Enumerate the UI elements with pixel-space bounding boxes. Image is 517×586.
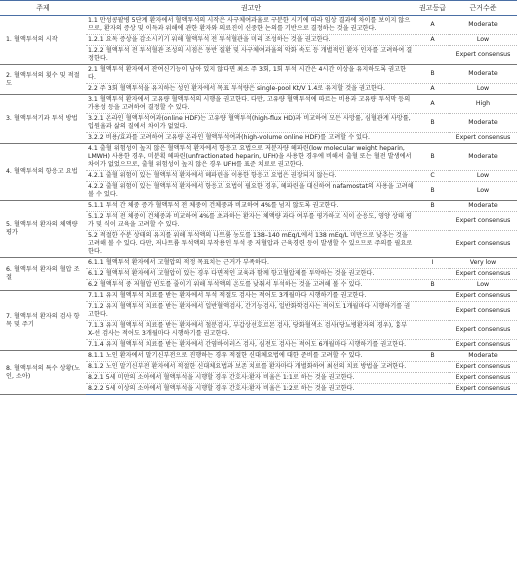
evidence-level-cell: Moderate bbox=[449, 65, 517, 84]
grade-cell: C bbox=[416, 171, 449, 182]
recommendation-cell: 5.1.1 투석 간 체중 증가 혈액투석 전 체중이 건체중과 비교하여 4%를 넘지 않도록 권고한다. bbox=[86, 201, 416, 212]
topic-cell: 7. 혈액투석 환자의 검사 항목 및 주기 bbox=[0, 291, 86, 351]
recommendation-cell: 1.2.2 혈액투석 전 투석혈관 조성의 시점은 동반 질환 및 사구체여과율의 악화 속도 등 개별적인 환자 인자를 고려하여 결정한다. bbox=[86, 46, 416, 65]
table-body bbox=[0, 16, 517, 395]
recommendation-cell: 8.1.2 노인 말기신부전 환자에서 적절한 신대체요법과 보존 치료를 환자마다 개별화하여 최선의 치료 방법을 고려한다. bbox=[86, 362, 416, 373]
recommendation-cell: 1.1 만성콩팥병 5단계 환자에서 혈액투석의 시작은 사구체여과율로 구분한 시기에 따라 임상 결과에 차이를 보이지 않으므로, 환자의 증상 및 이득과 위해에 관한 환자와 의료진이 신중한 논의를 기반으로 결정하는 것을 권고한다. bbox=[86, 16, 416, 35]
topic-cell: 8. 혈액투석의 특수 상황(노인, 소아) bbox=[0, 351, 86, 395]
grade-cell bbox=[416, 362, 449, 373]
recommendation-cell: 6.1.1 혈액투석 환자에서 고혈압의 적정 목표치는 근거가 부족하다. bbox=[86, 258, 416, 269]
evidence-level-cell: Moderate bbox=[449, 351, 517, 362]
evidence-level-cell: Low bbox=[449, 35, 517, 46]
grade-cell: B bbox=[416, 182, 449, 201]
grade-cell bbox=[416, 384, 449, 395]
header-grade: 권고등급 bbox=[416, 1, 449, 16]
evidence-level-cell: Expert consensus bbox=[449, 340, 517, 351]
grade-cell: A bbox=[416, 84, 449, 95]
recommendation-cell: 2.2 주 3회 혈액투석을 유지하는 성인 환자에서 목표 투석량은 single-pool Kt/V 1.4로 유지할 것을 권고한다. bbox=[86, 84, 416, 95]
recommendation-cell: 7.1.1 유지 혈액투석 치료를 받는 환자에서 투석 적절도 검사는 적어도 3개월마다 시행하기를 권고한다. bbox=[86, 291, 416, 302]
grade-cell bbox=[416, 340, 449, 351]
header-level: 근거수준 bbox=[449, 1, 517, 16]
grade-cell: A bbox=[416, 35, 449, 46]
table-header bbox=[0, 1, 517, 16]
table-row bbox=[0, 291, 517, 302]
recommendation-cell: 6.2 혈액투석 중 저혈압 빈도를 줄이기 위해 투석액의 온도를 낮춰서 투석하는 것을 고려해 볼 수 있다. bbox=[86, 280, 416, 291]
grade-cell: B bbox=[416, 351, 449, 362]
recommendation-cell: 8.1.1 노인 환자에서 말기신부전으로 진행하는 경우 적절한 신대체요법에 대한 준비를 고려할 수 있다. bbox=[86, 351, 416, 362]
grade-cell: B bbox=[416, 114, 449, 133]
evidence-level-cell: Expert consensus bbox=[449, 291, 517, 302]
recommendation-cell: 7.1.3 유지 혈액투석 치료를 받는 환자에서 철분검사, 부갑상선호르몬 검사, 당화혈색소 검사(당뇨병환자의 경우), 흉부 X-선 검사는 적어도 3개월마다 시행하기를 권고한다. bbox=[86, 321, 416, 340]
recommendation-cell: 3.2.2 비용/효과를 고려하여 고유량 온라인 혈액투석여과(high-volume online HDF)를 고려할 수 있다. bbox=[86, 133, 416, 144]
grade-cell: A bbox=[416, 95, 449, 114]
grade-cell bbox=[416, 46, 449, 65]
evidence-level-cell: Expert consensus bbox=[449, 384, 517, 395]
evidence-level-cell: Expert consensus bbox=[449, 362, 517, 373]
grade-cell: B bbox=[416, 144, 449, 171]
header-recommendation: 권고안 bbox=[86, 1, 416, 16]
evidence-level-cell: Low bbox=[449, 84, 517, 95]
evidence-level-cell: Expert consensus bbox=[449, 133, 517, 144]
grade-cell bbox=[416, 133, 449, 144]
recommendation-cell: 2.1 혈액투석 환자에서 잔여신기능이 남아 있지 않다면 최소 주 3회, 1회 투석 시간은 4시간 이상을 유지하도록 권고한다. bbox=[86, 65, 416, 84]
evidence-level-cell: Low bbox=[449, 280, 517, 291]
recommendation-cell: 8.2.2 5세 이상의 소아에서 혈액투석을 시행할 경우 간호사:환자 비율은 1:2로 하는 것을 권고한다. bbox=[86, 384, 416, 395]
evidence-level-cell: Very low bbox=[449, 258, 517, 269]
topic-cell: 1. 혈액투석의 시작 bbox=[0, 16, 86, 65]
recommendation-cell: 8.2.1 5세 미만의 소아에서 혈액투석을 시행할 경우 간호사:환자 비율은 1:1로 하는 것을 권고한다. bbox=[86, 373, 416, 384]
evidence-level-cell: Expert consensus bbox=[449, 321, 517, 340]
evidence-level-cell: Expert consensus bbox=[449, 46, 517, 65]
table-row bbox=[0, 95, 517, 114]
evidence-level-cell: Low bbox=[449, 182, 517, 201]
recommendation-cell: 5.2 적절한 수분 상태의 유지를 위해 투석액의 나트륨 농도를 138–140 mEq/L에서 138 mEq/L 미만으로 낮추는 것을 고려해 볼 수 있다. 다만, 저나트륨 투석액의 부작용인 투석 중 저혈압과 근육경련 등이 발생할 수 있으므로 주의를 필요로 한다. bbox=[86, 231, 416, 258]
evidence-level-cell: Low bbox=[449, 171, 517, 182]
header-topic: 주제 bbox=[0, 1, 86, 16]
evidence-level-cell: Moderate bbox=[449, 16, 517, 35]
topic-cell: 2. 혈액투석의 횟수 및 적절도 bbox=[0, 65, 86, 95]
topic-cell: 4. 혈액투석의 항응고 요법 bbox=[0, 144, 86, 201]
table-row bbox=[0, 201, 517, 212]
recommendation-cell: 7.1.4 유지 혈액투석 치료를 받는 환자에서 간염바이러스 검사, 심전도 검사는 적어도 6개월마다 시행하기를 권고한다. bbox=[86, 340, 416, 351]
recommendation-cell: 3.1 혈액투석 환자에서 고유량 혈액투석의 시행을 권고한다. 다만, 고유량 혈액투석에 따르는 비용과 고유량 투석막 등의 가용성 등을 고려하여 결정할 수 있다. bbox=[86, 95, 416, 114]
grade-cell: B bbox=[416, 65, 449, 84]
grade-cell bbox=[416, 212, 449, 231]
evidence-level-cell: Expert consensus bbox=[449, 373, 517, 384]
grade-cell bbox=[416, 302, 449, 321]
grade-cell: I bbox=[416, 258, 449, 269]
table-row bbox=[0, 351, 517, 362]
evidence-level-cell: Expert consensus bbox=[449, 231, 517, 258]
table-row bbox=[0, 258, 517, 269]
table-row bbox=[0, 65, 517, 84]
evidence-level-cell: Moderate bbox=[449, 144, 517, 171]
evidence-level-cell: Moderate bbox=[449, 201, 517, 212]
topic-cell: 3. 혈액투석기과 투석 방법 bbox=[0, 95, 86, 144]
recommendation-cell: 7.1.2 유지 혈액투석 치료를 받는 환자에서 일반혈액검사, 간기능검사, 일반화학검사는 적어도 1개월마다 시행하기를 권고한다. bbox=[86, 302, 416, 321]
evidence-level-cell: High bbox=[449, 95, 517, 114]
grade-cell bbox=[416, 231, 449, 258]
grade-cell bbox=[416, 269, 449, 280]
evidence-level-cell: Expert consensus bbox=[449, 302, 517, 321]
grade-cell bbox=[416, 291, 449, 302]
recommendation-cell: 4.2.2 출혈 위험이 있는 혈액투석 환자에서 항응고 요법이 필요한 경우, 헤파린을 대신하여 nafamostat의 사용을 고려해 볼 수 있다. bbox=[86, 182, 416, 201]
topic-cell: 6. 혈액투석 환자의 혈압 조절 bbox=[0, 258, 86, 291]
recommendation-cell: 5.1.2 투석 전 체중이 건체중과 비교하여 4%를 초과하는 환자는 체액량 과다 여부를 평가하고 식이 순응도, 영양 상태 평가 및 식이 교육을 고려할 수 있다. bbox=[86, 212, 416, 231]
grade-cell: B bbox=[416, 201, 449, 212]
grade-cell: B bbox=[416, 280, 449, 291]
grade-cell bbox=[416, 373, 449, 384]
evidence-level-cell: Expert consensus bbox=[449, 212, 517, 231]
recommendation-cell: 6.1.2 혈액투석 환자에서 고혈압이 있는 경우 다면적인 교육과 함께 항고혈압제를 투약하는 것을 권고한다. bbox=[86, 269, 416, 280]
topic-cell: 5. 혈액투석 환자의 체액량 평가 bbox=[0, 201, 86, 258]
evidence-level-cell: Moderate bbox=[449, 114, 517, 133]
recommendation-cell: 1.2.1 요독 증상을 감소시키기 위해 혈액투석 전 투석혈관을 미리 조성하는 것을 권고한다. bbox=[86, 35, 416, 46]
recommendation-cell: 4.2.1 출혈 위험이 있는 혈액투석 환자에서 헤파린을 이용한 항응고 요법은 권장되지 않는다. bbox=[86, 171, 416, 182]
evidence-level-cell: Expert consensus bbox=[449, 269, 517, 280]
recommendation-cell: 3.2.1 온라인 혈액투석여과(online HDF)는 고유량 혈액투석(high-flux HD)과 비교하여 모든 사망률, 심혈관계 사망률, 입원율과 삶의 질에서 차이가 없었다. bbox=[86, 114, 416, 133]
recommendation-cell: 4.1 출혈 위험성이 높지 않은 혈액투석 환자에서 항응고 요법으로 저분자량 헤파린(low molecular weight heparin, LMWH) 사용한 경우, 미분획 헤파린(unfractionated heparin, UFH)을 사용한 경우에 비해서 출혈 또는 혈전 발생에서 차이가 없었으므로, 출혈 위험성이 높지 않은 경우 UFH를 표준 치료로 권고한다. bbox=[86, 144, 416, 171]
table-row bbox=[0, 144, 517, 171]
table-row bbox=[0, 16, 517, 35]
grade-cell: A bbox=[416, 16, 449, 35]
grade-cell bbox=[416, 321, 449, 340]
